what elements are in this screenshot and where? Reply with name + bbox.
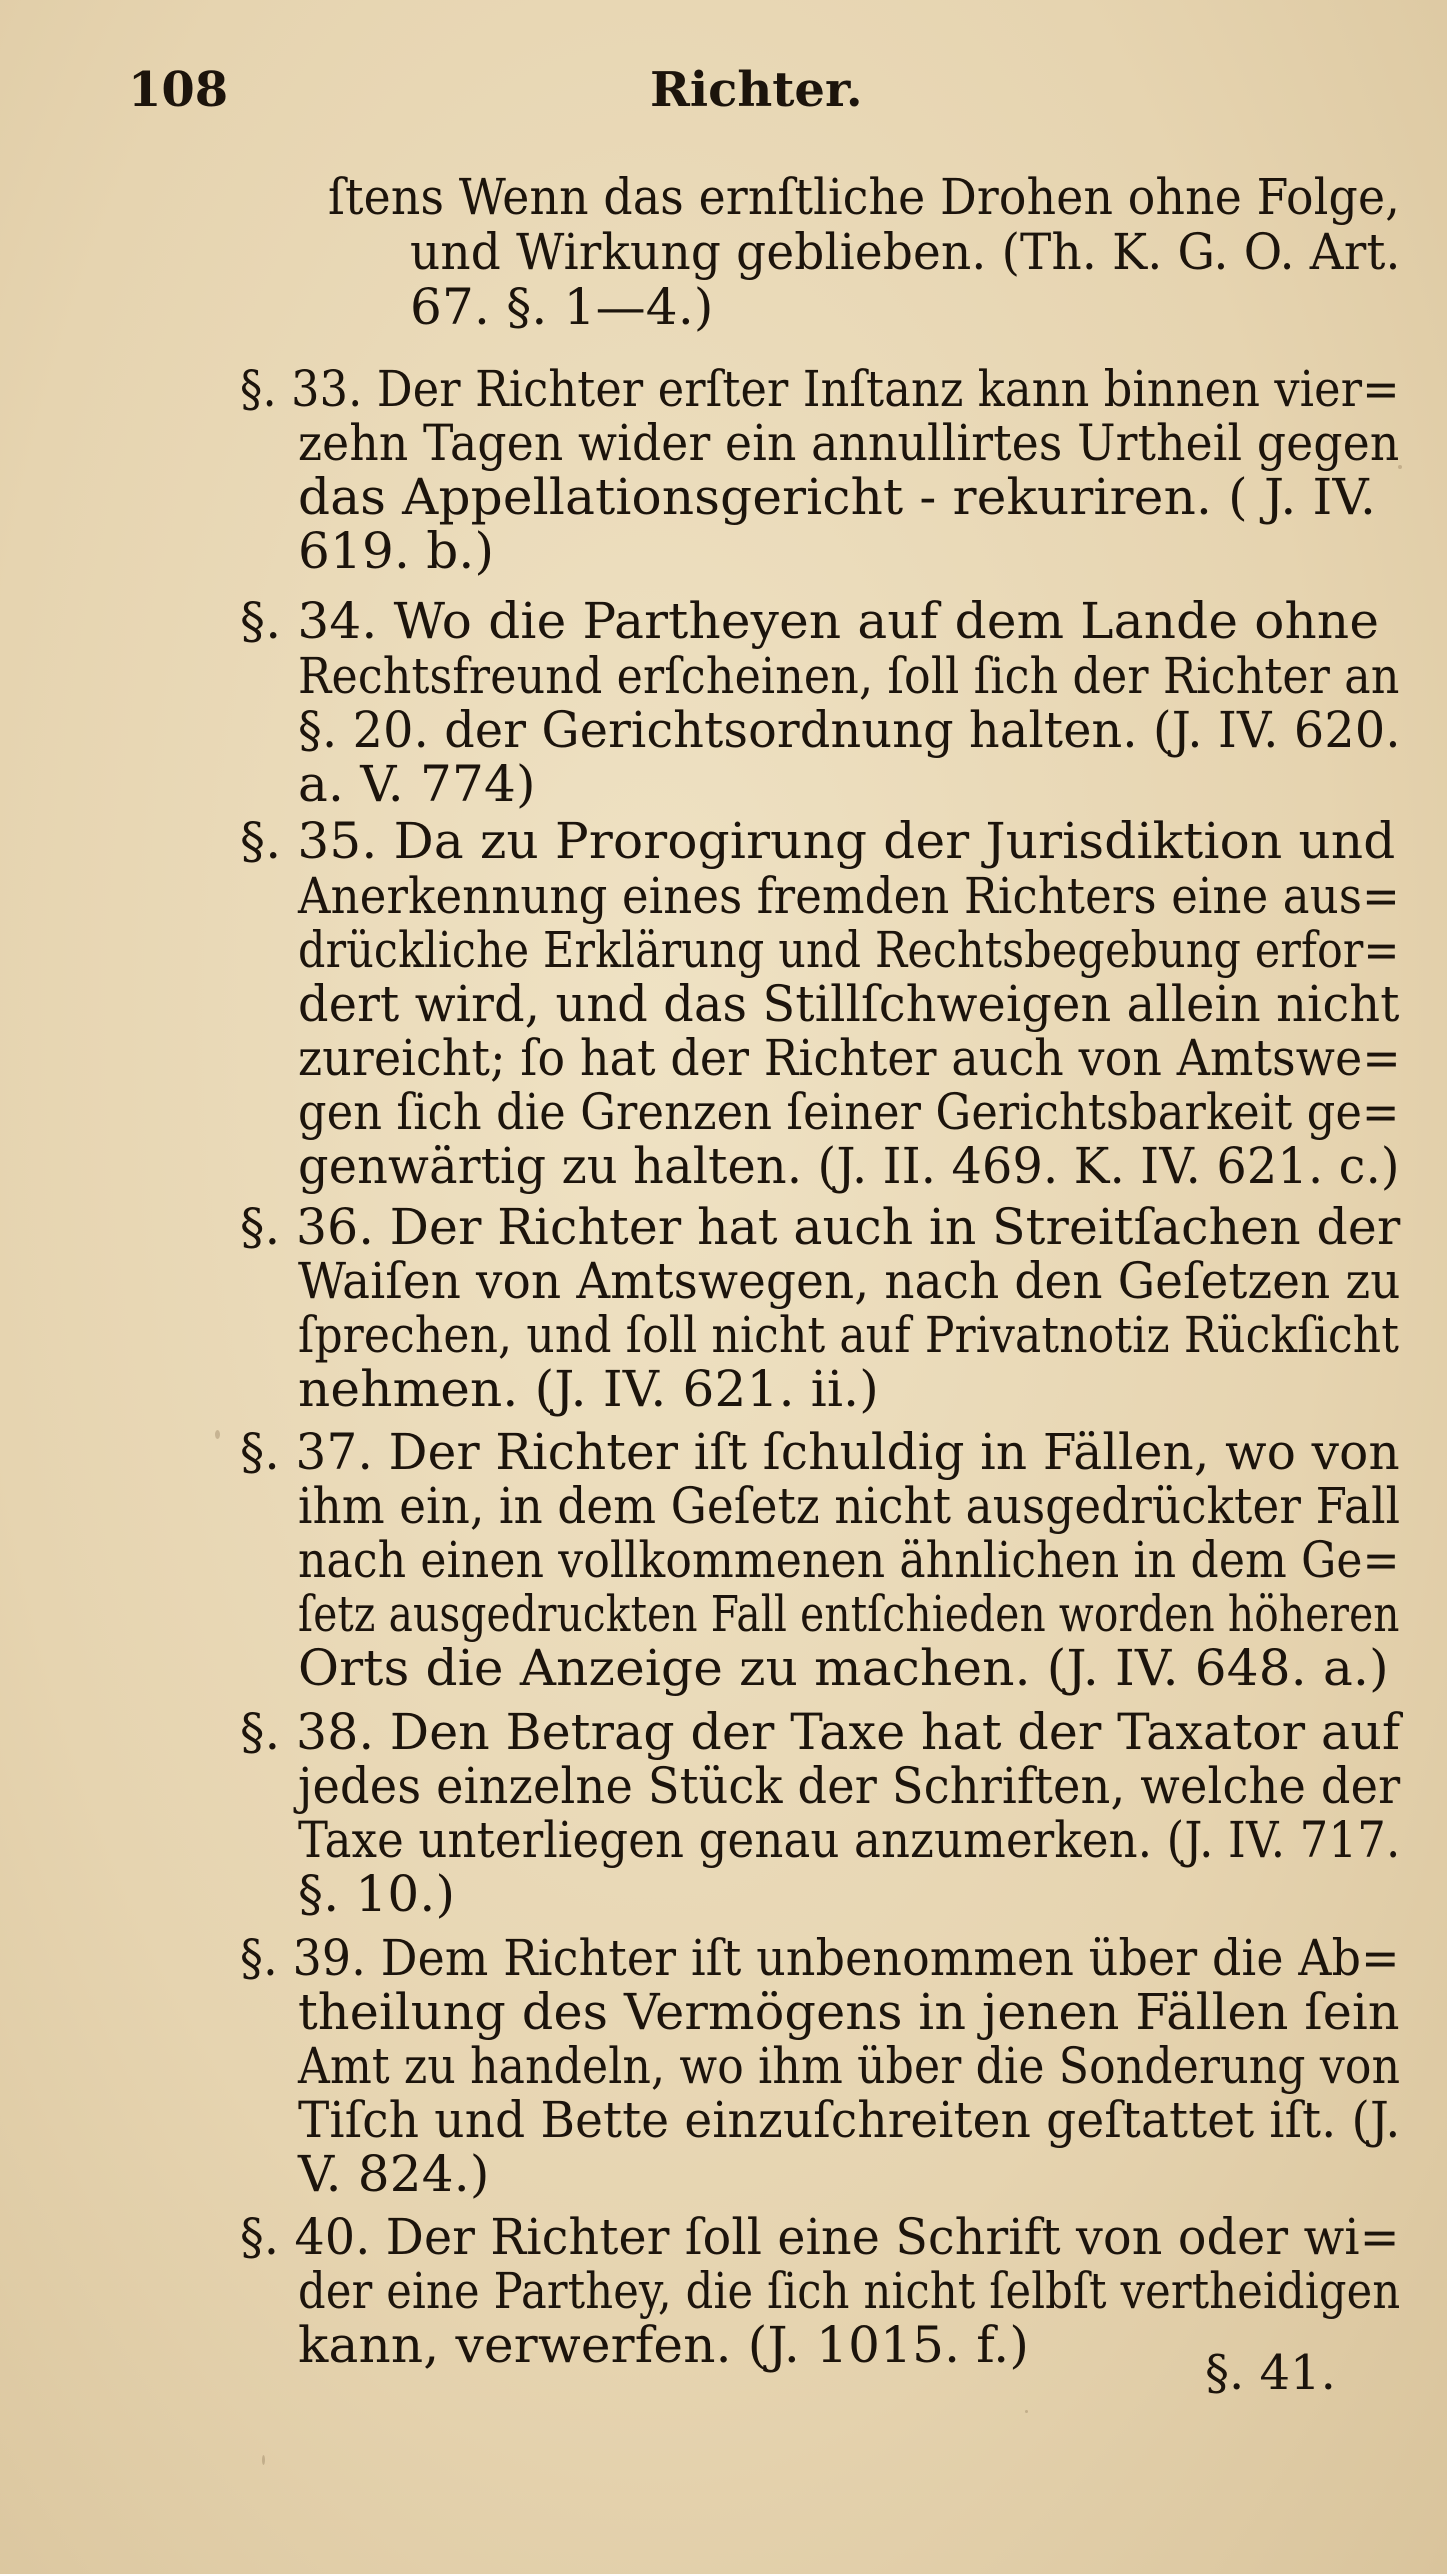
text-line: §. 20. der Gerichtsordnung halten. (J. IV. 620.	[298, 701, 1401, 759]
page-header	[0, 62, 1447, 132]
text-line: 619. b.)	[298, 522, 495, 580]
text-line: kann, verwerfen. (J. 1015. f.)	[298, 2316, 1030, 2374]
text-line: ſetz ausgedruckten Fall entſchieden worden höheren	[298, 1585, 1400, 1643]
text-line: drückliche Erklärung und Rechtsbegebung erfor=	[298, 921, 1400, 979]
text-line: gen ſich die Grenzen ſeiner Gerichtsbarkeit ge=	[298, 1083, 1400, 1141]
paper-speck	[215, 1430, 220, 1439]
text-line: genwärtig zu halten. (J. II. 469. K. IV. 621. c.)	[298, 1137, 1400, 1195]
text-line: nach einen vollkommenen ähnlichen in dem Ge=	[298, 1531, 1400, 1589]
paper-speck	[1025, 2410, 1028, 2413]
text-line: zureicht; ſo hat der Richter auch von Amtswe=	[298, 1029, 1401, 1087]
paragraph-start-line: §. 38. Den Betrag der Taxe hat der Taxator auf	[240, 1703, 1401, 1761]
text-line: ihm ein, in dem Geſetz nicht ausgedrückter Fall	[298, 1477, 1401, 1535]
text-line: 67. §. 1—4.)	[410, 278, 714, 336]
text-line: ſtens Wenn das ernſtliche Drohen ohne Folge,	[328, 168, 1400, 226]
running-head: Richter.	[650, 62, 863, 118]
catchword: §. 41.	[1205, 2345, 1336, 2401]
text-line: Rechtsfreund erſcheinen, ſoll ſich der Richter an	[298, 647, 1400, 705]
text-line: dert wird, und das Stillſchweigen allein nicht	[298, 975, 1400, 1033]
text-line: der eine Parthey, die ſich nicht ſelbſt vertheidigen	[298, 2262, 1401, 2320]
paragraph-start-line: §. 35. Da zu Prorogirung der Jurisdiktion und	[240, 812, 1396, 870]
text-line: V. 824.)	[298, 2145, 490, 2203]
text-line: §. 10.)	[298, 1865, 456, 1923]
text-line: a. V. 774)	[298, 755, 536, 813]
paragraph-start-line: §. 36. Der Richter hat auch in Streitſachen der	[240, 1198, 1401, 1256]
text-line: Amt zu handeln, wo ihm über die Sonderung von	[298, 2037, 1401, 2095]
text-line: Orts die Anzeige zu machen. (J. IV. 648. a.)	[298, 1639, 1389, 1697]
text-line: theilung des Vermögens in jenen Fällen ſein	[298, 1983, 1400, 2041]
paragraph-start-line: §. 34. Wo die Partheyen auf dem Lande ohne	[240, 592, 1380, 650]
paragraph-start-line: §. 40. Der Richter ſoll eine Schrift von oder wi=	[240, 2208, 1400, 2266]
page-number: 108	[128, 62, 229, 118]
text-line: zehn Tagen wider ein annullirtes Urtheil gegen	[298, 414, 1400, 472]
text-line: und Wirkung geblieben. (Th. K. G. O. Art.	[410, 223, 1401, 281]
text-line: Taxe unterliegen genau anzumerken. (J. IV. 717.	[298, 1811, 1401, 1869]
paragraph-start-line: §. 33. Der Richter erſter Inſtanz kann binnen vier=	[240, 360, 1400, 418]
text-line: ſprechen, und ſoll nicht auf Privatnotiz Rückſicht	[298, 1306, 1400, 1364]
text-line: jedes einzelne Stück der Schriften, welche der	[298, 1757, 1401, 1815]
text-line: Tiſch und Bette einzuſchreiten geſtattet iſt. (J.	[298, 2091, 1401, 2149]
text-line: Anerkennung eines fremden Richters eine aus=	[298, 867, 1400, 925]
paper-speck	[262, 2455, 265, 2465]
paragraph-start-line: §. 39. Dem Richter iſt unbenommen über die Ab=	[240, 1929, 1400, 1987]
text-line: nehmen. (J. IV. 621. ii.)	[298, 1360, 879, 1418]
text-line: das Appellationsgericht - rekuriren. ( J. IV.	[298, 468, 1377, 526]
text-line: Waiſen von Amtswegen, nach den Geſetzen zu	[298, 1252, 1401, 1310]
paragraph-start-line: §. 37. Der Richter iſt ſchuldig in Fällen, wo von	[240, 1423, 1400, 1481]
